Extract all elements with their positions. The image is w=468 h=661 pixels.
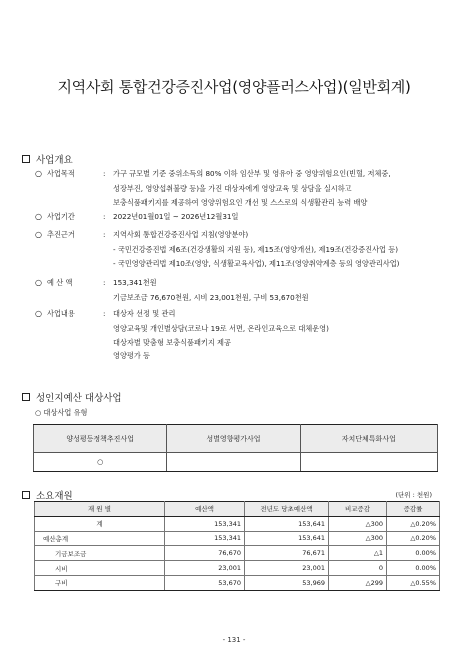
table-row [35,546,440,561]
item-separator: : [103,169,106,178]
table-cell: ○ [34,453,167,472]
table-cell: 23,001 [165,561,245,576]
section-heading-label: 성인지예산 대상사업 [36,393,122,404]
overview-item-content [35,309,329,363]
item-line: 대상자별 맞춤형 보충식품패키지 제공 [113,337,231,347]
table-cell: 23,001 [245,561,329,576]
section-heading-overview [22,152,73,166]
table-cell: 0.00% [387,561,440,576]
table-row [35,575,440,590]
table-cell [167,453,300,472]
page-number: - 131 - [222,636,246,644]
circle-bullet-icon: ○ [35,169,42,178]
table-header-cell: 증감률 [387,502,440,517]
overview-item-basis [35,230,399,270]
table-cell: △300 [329,531,387,546]
unit-label: (단위 : 천원) [395,491,432,499]
item-line: 성장부진, 영양섭취불량 등)을 가진 대상자에게 영양교육 및 상담을 실시하고 [113,184,352,193]
table-cell: 시비 [35,561,165,576]
table-cell: 계 [35,516,165,531]
table-row [35,531,440,546]
item-line: - 국민건강증진법 제6조(건강생활의 지원 등), 제15조(영양개선), 제19조(건강증진사업 등) [113,245,399,254]
page-title: 지역사회 통합건강증진사업(영양플러스사업)(일반회계) [57,78,411,96]
table-cell: △299 [329,575,387,590]
section-heading-funding [22,488,73,502]
table-header-cell: 전년도 당초예산액 [245,502,329,517]
item-separator: : [103,212,106,221]
table-cell: △300 [329,516,387,531]
circle-bullet-icon: ○ [35,309,42,318]
section-heading-label: 사업개요 [36,155,73,166]
overview-item-purpose [35,169,391,209]
item-line: - 국민영양관리법 제10조(영양, 식생활교육사업), 제11조(영양취약계층 등의 영양관리사업) [113,258,400,268]
item-label: 예 산 액 [47,278,73,287]
square-bullet-icon [22,155,30,163]
funding-table [34,501,440,591]
table-cell: 153,341 [165,516,245,531]
table-cell: 153,341 [165,531,245,546]
table-header-cell: 자치단체특화사업 [300,425,437,453]
square-bullet-icon [22,491,30,499]
overview-item-budget [35,278,309,305]
project-type-table [33,424,438,472]
table-cell: △0.20% [387,531,440,546]
table-cell: 153,641 [245,531,329,546]
item-line: 대상자 선정 및 관리 [113,309,176,318]
item-line: 보충식품패키지를 제공하여 영양위험요인 개선 및 스스로의 식생활관리 능력 배양 [113,197,368,207]
item-label: 사업내용 [47,309,75,318]
item-separator: : [103,230,106,239]
item-label: 사업기간 [47,212,75,221]
table-cell: △0.55% [387,575,440,590]
circle-bullet-icon: ○ [35,212,42,221]
item-line: 지역사회 통합건강증진사업 지침(영양분야) [113,230,249,239]
subheading-project-type: ○ 대상사업 유형 [35,408,88,417]
table-cell: 153,641 [245,516,329,531]
table-cell: 53,969 [245,575,329,590]
table-header-cell: 비교증감 [329,502,387,517]
table-cell [300,453,437,472]
item-line: 153,341천원 [113,278,157,287]
table-cell: 0.00% [387,546,440,561]
table-row [35,516,440,531]
square-bullet-icon [22,393,30,401]
table-header-cell: 예산액 [165,502,245,517]
item-separator: : [103,309,106,318]
section-heading-gender-budget [22,390,122,404]
table-cell: △0.20% [387,516,440,531]
table-cell: 76,671 [245,546,329,561]
table-cell: △1 [329,546,387,561]
table-header-cell: 양성평등정책추진사업 [34,425,167,453]
item-line: 가구 규모별 기준 중위소득의 80% 이하 임산부 및 영유아 중 영양위험요인(빈혈, 저체중, [113,169,391,178]
table-row [35,561,440,576]
item-line: 기금보조금 76,670천원, 시비 23,001천원, 구비 53,670천원 [113,293,309,302]
item-line: 영양교육및 개인별상담(코로나 19로 서면, 온라인교육으로 대체운영) [113,324,329,333]
table-header-cell: 성별영향평가사업 [167,425,300,453]
item-label: 추진근거 [47,230,75,239]
item-separator: : [103,278,106,287]
item-line: 영양평가 등 [113,351,151,360]
table-cell: 예산총계 [35,531,165,546]
table-cell: 76,670 [165,546,245,561]
table-cell: 53,670 [165,575,245,590]
item-line: 2022년01월01일 ~ 2026년12월31일 [113,212,239,221]
section-heading-label: 소요재원 [36,491,73,502]
circle-bullet-icon: ○ [35,230,42,239]
item-label: 사업목적 [47,169,75,178]
circle-bullet-icon: ○ [35,278,42,287]
table-cell: 구비 [35,575,165,590]
table-header-cell: 재 원 별 [35,502,165,517]
overview-item-period [35,212,238,222]
table-cell: 기금보조금 [35,546,165,561]
table-cell: 0 [329,561,387,576]
